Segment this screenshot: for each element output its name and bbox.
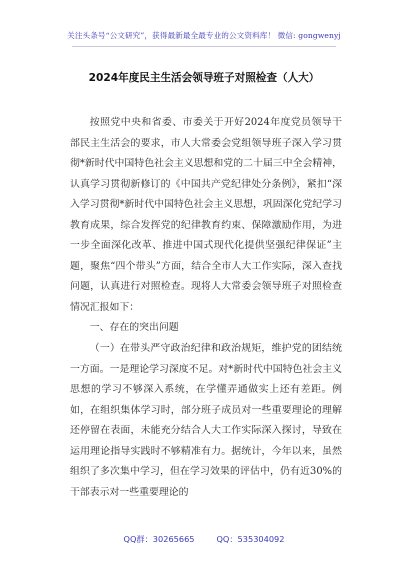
footer-qq-group: QQ群：30265665 — [123, 534, 195, 544]
footer-qq-number: QQ：535304092 — [216, 534, 285, 544]
header-promo-text: 关注头条号“公文研究”，获得最新最全最专业的公文资料库！ 微信: gongwenyj — [67, 31, 341, 40]
intro-paragraph: 按照党中央和省委、市委关于开好2024年度党员领导干部民主生活会的要求，市人大常委会党组领导班子深入学习贯彻*新时代中国特色社会主义思想和党的二十届三中全会精神，认真学习贯彻新修订的《中国共产党纪律处分条例》，紧扣“深入学习贯彻*新时代中国特色社会主义思想，巩固深化党纪学习教育成果，综合发挥党的纪律教育约束、保障激励作用，为进一步全面深化改革、推进中国式现代化提供坚强纪律保证”主题，聚焦“四个带头”方面，结合全市人大工作实际，深入查找问题，认真进行对照检查。现将人大常委会领导班子对照检查情况汇报如下： — [70, 117, 342, 313]
header-divider — [72, 46, 336, 47]
section-heading: 一、存在的突出问题 — [89, 322, 179, 334]
footer-contact — [0, 534, 408, 545]
document-title: 2024年度民主生活会领导班子对照检查（人大） — [88, 72, 320, 84]
subsection-paragraph: （一）在带头严守政治纪律和政治规矩，维护党的团结统一方面。一是理论学习深度不足。对*新时代中国特色社会主义思想的学习不够深入系统，在学懂弄通做实上还有差距。例如，在组织集体学习时，部分班子成员对一些重要理论的理解还停留在表面，未能充分结合人大工作实际深入探讨，导致在运用理论指导实践时不够精准有力。据统计，今年以来，虽然组织了多次集中学习，但在学习效果的评估中，仍有近30%的干部表示对一些重要理论的 — [70, 343, 342, 498]
document-body — [70, 113, 342, 503]
